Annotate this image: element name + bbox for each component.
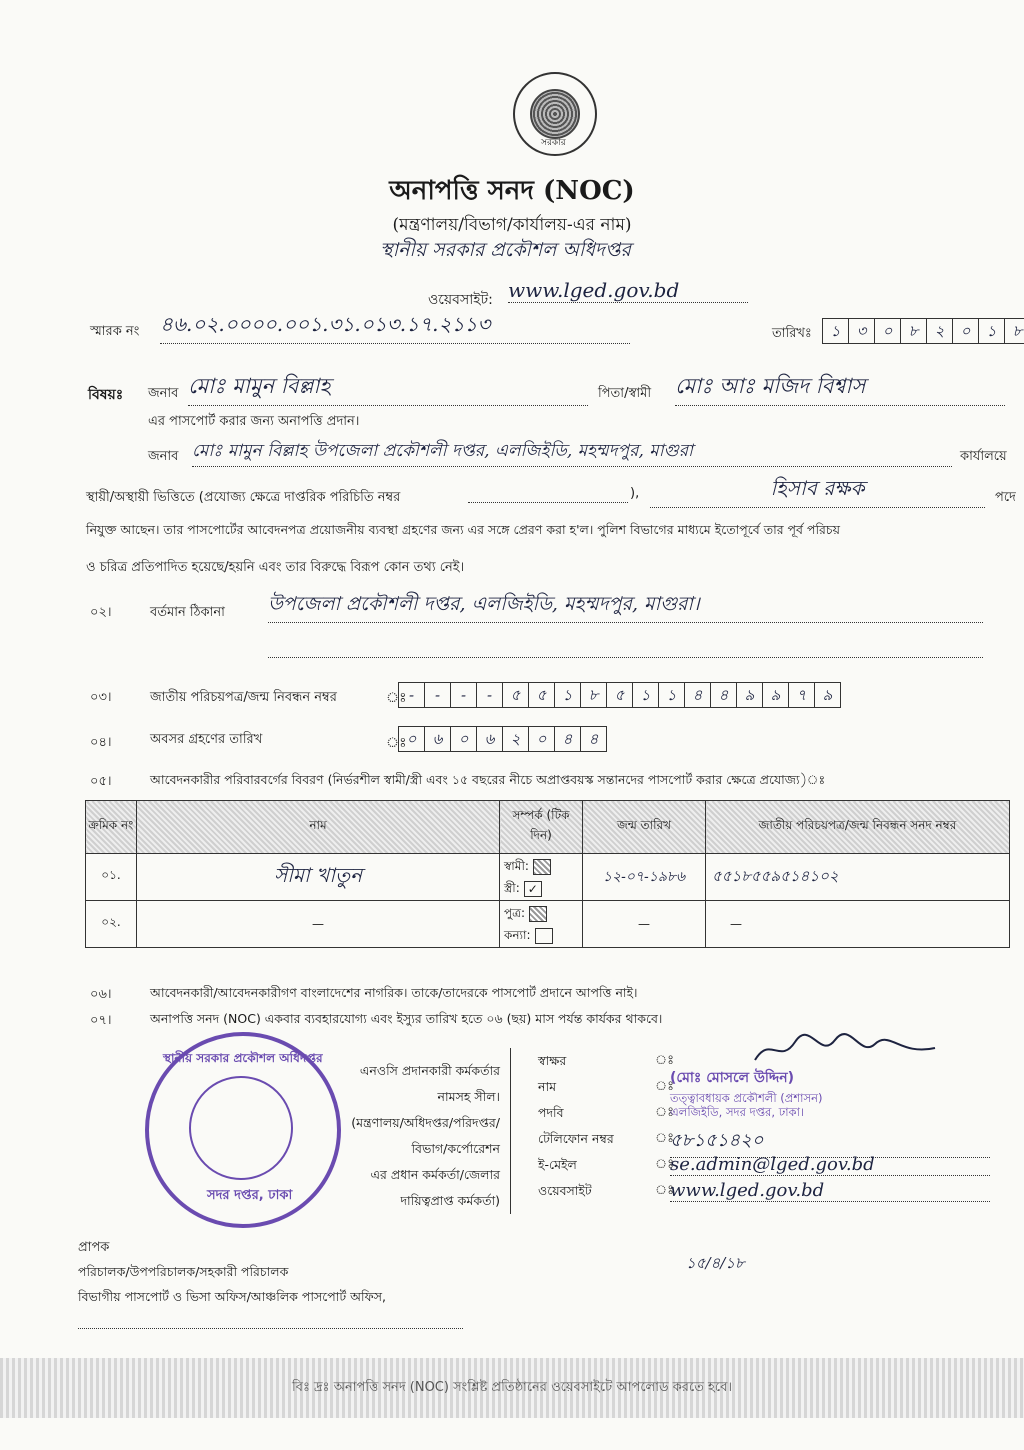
- col-name: নাম: [137, 801, 500, 854]
- nid-label: জাতীয় পরিচয়পত্র/জন্ম নিবন্ধন নম্বর: [150, 690, 337, 705]
- retire-digit-box: ০: [528, 726, 555, 752]
- document-title: অনাপত্তি সনদ (NOC): [389, 176, 635, 206]
- date-digit-box: ০: [952, 318, 979, 344]
- seal-text: সরকার: [541, 138, 566, 148]
- retire-digit-box: ৬: [424, 726, 451, 752]
- item-05-number: ০৫।: [90, 774, 112, 789]
- signatory-labels: [538, 1048, 614, 1204]
- nid-digit-box: ৫: [528, 682, 555, 708]
- rel-option-2: কন্যা:: [504, 928, 531, 942]
- row-relation: [500, 854, 583, 901]
- address-line2: [268, 645, 983, 658]
- seal-emblem-icon: [530, 89, 580, 139]
- label-website: ওয়েবসাইট: [538, 1183, 592, 1198]
- col-serial: ক্রমিক নং: [86, 801, 137, 854]
- signatory-phone: ৫৮১৫১৪২০: [670, 1126, 990, 1158]
- rel-option-2: স্ত্রী:: [504, 881, 520, 895]
- label-name: নাম: [538, 1079, 557, 1094]
- row-name: —: [137, 901, 500, 948]
- item-02-number: ০২।: [90, 605, 112, 620]
- subject-line2: এর পাসপোর্ট করার জন্য অনাপত্তি প্রদান।: [148, 414, 360, 429]
- checkbox-checked[interactable]: [524, 881, 542, 897]
- body-line3: নিযুক্ত আছেন। তার পাসপোর্টের আবেদনপত্র প্রয়োজনীয় ব্যবস্থা গ্রহণের জন্য এর সঙ্গে প্রেরণ করা হ'ল। পুলিশ বিভাগের মাধ্যমে ইতোপূর্বে তার পূর্ব পরিচয়: [86, 522, 841, 537]
- item-04-number: ০৪।: [90, 735, 112, 750]
- address-label: বর্তমান ঠিকানা: [150, 605, 225, 620]
- signatory-line: এর প্রধান কর্মকর্তা/জেলার: [370, 1167, 500, 1182]
- footer-note: বিঃ দ্রঃ অনাপত্তি সনদ (NOC) সংশ্লিষ্ট প্রতিষ্ঠানের ওয়েবসাইটে আপলোড করতে হবে।: [291, 1380, 732, 1395]
- signatory-line: এনওসি প্রদানকারী কর্মকর্তার: [359, 1063, 500, 1078]
- signatory-colons: ঃ ঃ ঃ ঃ ঃ ঃ: [655, 1053, 675, 1198]
- nid-digit-box: -: [398, 682, 425, 708]
- memo-label: স্মারক নং: [90, 324, 140, 339]
- applicant-name: মোঃ মামুন বিল্লাহ: [188, 370, 588, 406]
- father-name: মোঃ আঃ মজিদ বিশ্বাস: [675, 370, 1005, 406]
- date-digit-box: ২: [926, 318, 953, 344]
- row-relation: [500, 901, 583, 948]
- date-label: তারিখঃ: [772, 326, 812, 341]
- nid-digit-box: ৯: [814, 682, 841, 708]
- document-subtitle: (মন্ত্রণালয়/বিভাগ/কার্যালয়-এর নাম): [392, 215, 632, 235]
- official-id-blank: [468, 488, 628, 503]
- website-label: ওয়েবসাইট:: [428, 292, 493, 308]
- memo-number: ৪৬.০২.০০০০.০০১.৩১.০১৩.১৭.২১১৩: [160, 310, 630, 344]
- nid-digit-box: ৪: [684, 682, 711, 708]
- retire-digit-box: ০: [398, 726, 425, 752]
- body-line4: ও চরিত্র প্রতিপাদিত হয়েছে/হয়নি এবং তার বিরুদ্ধে বিরূপ কোন তথ্য নেই।: [86, 560, 465, 575]
- rel-option-1: স্বামী:: [504, 859, 529, 873]
- nid-digit-box: ৮: [580, 682, 607, 708]
- father-label: পিতা/স্বামী: [598, 386, 652, 401]
- col-nid: জাতীয় পরিচয়পত্র/জন্ম নিবন্ধন সনদ নম্বর: [706, 801, 1010, 854]
- validity-text: অনাপত্তি সনদ (NOC) একবার ব্যবহারযোগ্য এবং ইস্যুর তারিখ হতে ০৬ (ছয়) মাস পর্যন্ত কার্যকর থাকবে।: [150, 1011, 663, 1026]
- government-seal: [513, 72, 597, 156]
- nid-digit-box: ৫: [502, 682, 529, 708]
- post-suffix: পদে: [995, 490, 1016, 505]
- retire-digit-box: ০: [450, 726, 477, 752]
- label-email: ই-মেইল: [538, 1157, 577, 1172]
- row-name: সীমা খাতুন: [137, 854, 500, 901]
- label-signature: স্বাক্ষর: [538, 1053, 567, 1068]
- employee-office: মোঃ মামুন বিল্লাহ উপজেলা প্রকৌশলী দপ্তর, এলজিইডি, মহম্মদপুর, মাগুরা: [192, 438, 952, 467]
- row-nid: ৫৫১৮৫৫৯৫১৪১০২: [706, 854, 1010, 901]
- signatory-line: দায়িত্বপ্রাপ্ত কর্মকর্তা): [400, 1193, 500, 1208]
- stamp-top-text: স্থানীয় সরকার প্রকৌশল অধিদপ্তর: [163, 1051, 323, 1065]
- body-mr-label: জনাব: [148, 449, 179, 464]
- date-digit-box: ৩: [848, 318, 875, 344]
- row-serial: ০২.: [86, 901, 137, 948]
- signatory-website: www.lged.gov.bd: [670, 1180, 990, 1202]
- nid-digit-box: -: [476, 682, 503, 708]
- row-nid: —: [706, 901, 1010, 948]
- nid-digit-box: ৭: [788, 682, 815, 708]
- subject-mr-label: জনাব: [148, 386, 179, 401]
- item-03-number: ০৩।: [90, 690, 112, 705]
- nid-digit-box: -: [424, 682, 451, 708]
- checkbox[interactable]: [535, 928, 553, 944]
- nid-boxes: [398, 682, 840, 708]
- office-suffix: কার্যালয়ে: [960, 449, 1007, 464]
- item-07-number: ০৭।: [90, 1013, 112, 1028]
- nid-digit-box: ১: [658, 682, 685, 708]
- office-name: স্থানীয় সরকার প্রকৌশল অধিদপ্তর: [380, 239, 631, 261]
- row-dob: ১২-০৭-১৯৮৬: [583, 854, 706, 901]
- checkbox[interactable]: [533, 859, 551, 875]
- retire-date-boxes: [398, 726, 606, 752]
- family-table: [85, 800, 1010, 948]
- date-digit-box: ০: [874, 318, 901, 344]
- signatory-line: (মন্ত্রণালয়/অধিদপ্তর/পরিদপ্তর/: [351, 1115, 500, 1130]
- retire-digit-box: ৪: [580, 726, 607, 752]
- citizen-text: আবেদনকারী/আবেদনকারীগণ বাংলাদেশের নাগরিক। তাকে/তাদেরকে পাসপোর্ট প্রদানে আপত্তি নাই।: [150, 985, 638, 1000]
- signatory-line: বিভাগ/কর্পোরেশন: [411, 1141, 500, 1156]
- rel-option-1: পুত্র:: [504, 906, 526, 920]
- nid-digit-box: -: [450, 682, 477, 708]
- nid-digit-box: ১: [632, 682, 659, 708]
- label-designation: পদবি: [538, 1105, 564, 1120]
- row-serial: ০১.: [86, 854, 137, 901]
- divider: [510, 1048, 525, 1214]
- stamp-bottom-text: সদর দপ্তর, ঢাকা: [207, 1188, 293, 1203]
- perm-text: স্থায়ী/অস্থায়ী ভিত্তিতে (প্রযোজ্য ক্ষেত্রে দাপ্তরিক পরিচিতি নম্বর: [86, 490, 401, 505]
- table-row: [86, 901, 1010, 948]
- retire-label: অবসর গ্রহণের তারিখ: [150, 732, 263, 747]
- nid-digit-box: ৫: [606, 682, 633, 708]
- recipient-label: প্রাপক: [78, 1240, 110, 1255]
- nid-digit-box: ৪: [710, 682, 737, 708]
- date-digit-box: ১: [822, 318, 849, 344]
- signatory-office: এলজিইডি, সদর দপ্তর, ঢাকা।: [670, 1105, 805, 1119]
- signature-icon: [750, 1030, 940, 1070]
- item-06-number: ০৬।: [90, 987, 112, 1002]
- signatory-left-block: [300, 1058, 500, 1214]
- table-row: [86, 854, 1010, 901]
- date-digit-box: ৮: [1004, 318, 1024, 344]
- nid-digit-box: ৯: [762, 682, 789, 708]
- signatory-line: নামসহ সীল।: [437, 1089, 500, 1104]
- date-digit-box: ৮: [900, 318, 927, 344]
- designation: হিসাব রক্ষক: [650, 474, 985, 508]
- family-label: আবেদনকারীর পরিবারবর্গের বিবরণ (নির্ভরশীল স্বামী/স্ত্রী এবং ১৫ বছরের নীচে অপ্রাপ্তবয়স্ক সন্তানদের পাসপোর্ট করার ক্ষেত্রে প্রযোজ্য)ঃ: [150, 772, 826, 787]
- row-dob: —: [583, 901, 706, 948]
- recipient-line1: পরিচালক/উপপরিচালক/সহকারী পরিচালক: [78, 1264, 289, 1279]
- label-phone: টেলিফোন নম্বর: [538, 1131, 614, 1146]
- retire-digit-box: ৬: [476, 726, 503, 752]
- date-digit-box: ১: [978, 318, 1005, 344]
- memo-date-boxes: [822, 318, 1024, 344]
- retire-digit-box: ৪: [554, 726, 581, 752]
- nid-digit-box: ১: [554, 682, 581, 708]
- retire-digit-box: ২: [502, 726, 529, 752]
- signatory-email: se.admin@lged.gov.bd: [670, 1154, 990, 1176]
- signatory-designation: তত্ত্বাবধায়ক প্রকৌশলী (প্রশাসন): [670, 1091, 823, 1105]
- subject-label: বিষয়ঃ: [88, 387, 124, 403]
- address-value: উপজেলা প্রকৌশলী দপ্তর, এলজিইডি, মহম্মদপুর, মাগুরা।: [268, 590, 983, 623]
- recipient-line2: বিভাগীয় পাসপোর্ট ও ভিসা অফিস/আঞ্চলিক পাসপোর্ট অফিস,: [78, 1289, 386, 1304]
- col-relation: সম্পর্ক (টিক দিন): [500, 801, 583, 854]
- nid-digit-box: ৯: [736, 682, 763, 708]
- check-mark-icon: ✓: [527, 881, 538, 896]
- initials-date: ১৫/৪/১৮: [686, 1254, 745, 1272]
- col-dob: জন্ম তারিখ: [583, 801, 706, 854]
- website-value: www.lged.gov.bd: [508, 278, 748, 303]
- signatory-name: (মোঃ মোসলে উদ্দিন): [670, 1070, 794, 1086]
- recipient-line3: [78, 1318, 463, 1329]
- checkbox[interactable]: [529, 906, 547, 922]
